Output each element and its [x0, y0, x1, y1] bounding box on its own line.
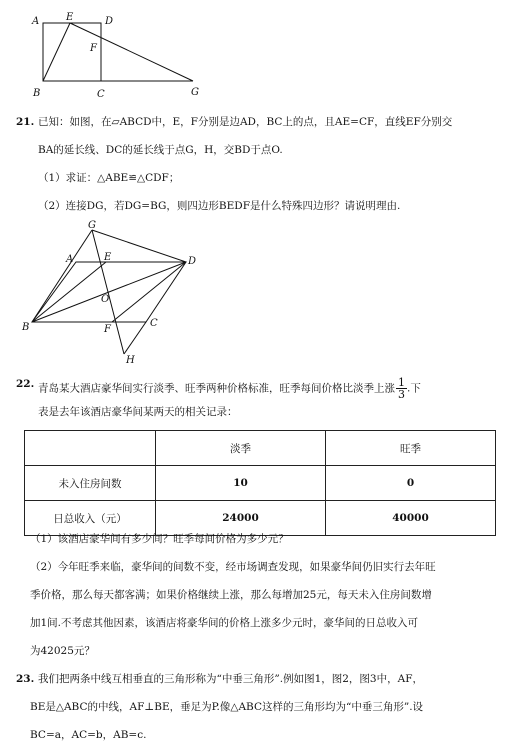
table-header-cell: 淡季 [156, 431, 326, 466]
q21-part2: （2）连接DG，若DG=BG，则四边形BEDF是什么特殊四边形？请说明理由. [38, 200, 401, 212]
label-f: F [90, 43, 97, 54]
table-cell: 未入住房间数 [25, 466, 156, 501]
label-a: A [32, 16, 40, 27]
frac-denominator: 3 [398, 388, 405, 401]
label-d: D [105, 16, 114, 27]
fig2-label-g: G [88, 220, 96, 231]
fig2-label-d: D [188, 256, 197, 267]
frac-numerator: 1 [398, 376, 405, 389]
table-cell: 0 [326, 466, 496, 501]
table-cell: 40000 [326, 501, 496, 536]
fraction-one-third [396, 377, 407, 400]
record-table [24, 430, 496, 536]
table-header-row [25, 431, 496, 466]
q23-line3: BC=a，AC=b，AB=c. [30, 729, 147, 741]
q22-part2-line2: 季价格，那么每天都客满；如果价格继续上涨，那么每增加25元，每天未入住房间数增 [30, 589, 432, 601]
q22-part2-line1: （2）今年旺季来临，豪华间的间数不变，经市场调查发现，如果豪华间仍旧实行去年旺 [30, 561, 436, 573]
q22-line1-text: 青岛某大酒店豪华间实行淡季、旺季两种价格标准，旺季每间价格比淡季上涨 [38, 382, 395, 395]
figure-parallelogram [20, 216, 220, 368]
fig2-label-b: B [22, 322, 30, 333]
table-cell: 24000 [156, 501, 326, 536]
q23-line2: BE是△ABC的中线，AF⊥BE，垂足为P.像△ABC这样的三角形均为“中垂三角形”.设 [30, 701, 424, 713]
q22-line1 [38, 377, 421, 400]
label-b: B [33, 88, 41, 99]
fig2-label-o: O [101, 294, 110, 305]
table-row [25, 466, 496, 501]
q22-part2-line3: 加1间.不考虑其他因素，该酒店将豪华间的价格上涨多少元时，豪华间的日总收入可 [30, 617, 419, 629]
q21-number: 21. [16, 116, 35, 128]
q22-line2: 表是去年该酒店豪华间某两天的相关记录： [38, 406, 238, 418]
q22-part2-line4: 为42025元？ [30, 645, 95, 657]
q23-line1: 我们把两条中线互相垂直的三角形称为“中垂三角形”.例如图1，图2，图3中，AF， [38, 673, 423, 685]
fig2-label-f: F [104, 324, 111, 335]
q21-line1: 已知：如图，在▱ABCD中，E，F分别是边AD，BC上的点，且AE=CF，直线EF分别交 [38, 116, 453, 128]
q23-number: 23. [16, 673, 35, 685]
q22-part1: （1）该酒店豪华间有多少间？旺季每间价格为多少元？ [30, 533, 289, 545]
table-row [25, 501, 496, 536]
table-cell: 日总收入（元） [25, 501, 156, 536]
q22-line1-end: .下 [407, 382, 421, 395]
label-c: C [97, 89, 105, 100]
label-g: G [191, 87, 199, 98]
q22-number: 22. [16, 378, 35, 390]
fig2-label-c: C [150, 318, 158, 329]
q21-line2: BA的延长线、DC的延长线于点G，H，交BD于点O. [38, 144, 283, 156]
label-e: E [66, 12, 74, 23]
fig2-label-a: A [66, 254, 74, 265]
table-cell: 10 [156, 466, 326, 501]
fig2-label-e: E [104, 252, 112, 263]
table-header-cell [25, 431, 156, 466]
table-header-cell: 旺季 [326, 431, 496, 466]
figure-square-abcd [30, 10, 210, 102]
fig2-label-h: H [126, 355, 135, 366]
q21-part1: （1）求证：△ABE≌△CDF； [38, 172, 180, 184]
